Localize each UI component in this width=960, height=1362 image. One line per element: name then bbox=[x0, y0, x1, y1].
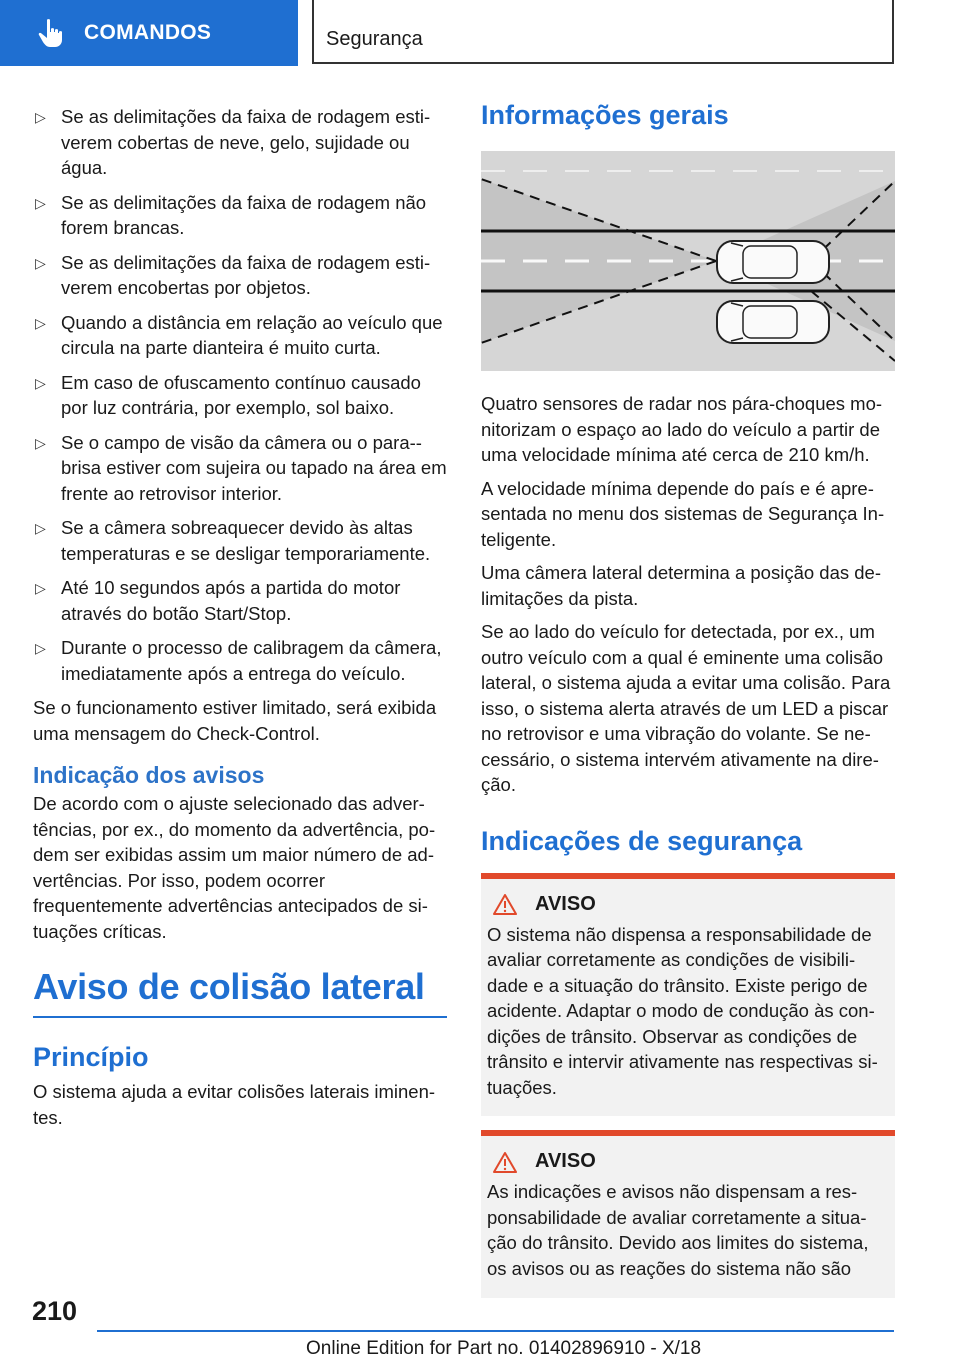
list-item: ▷ Até 10 segundos após a partida do motor através do botão Start/Stop. bbox=[35, 577, 401, 624]
list-item: ▷ Se a câmera sobreaquecer devido às altas temperaturas e se desligar temporariamente. bbox=[35, 517, 431, 564]
limitation-list bbox=[33, 104, 447, 686]
list-item: ▷ Se o campo de visão da câmera ou o para-brisa estiver com sujeira ou tapado na área em frente ao retrovisor interior. bbox=[35, 431, 447, 504]
chapter-tab-label: COMANDOS bbox=[84, 21, 212, 44]
warning-text: As indicações e avisos não dispensam a responsabilidade de avaliar corretamente a situação do trânsito. Devido aos limites do sistema, os avisos ou as reações do sistema não são bbox=[487, 1181, 869, 1279]
bullet-triangle-icon: ▷ bbox=[35, 580, 46, 596]
list-item: ▷ Se as delimitações da faixa de rodagem estiverem encobertas por objetos. bbox=[35, 251, 431, 298]
radar-illustration bbox=[481, 151, 895, 371]
warning-title: AVISO bbox=[535, 1150, 596, 1172]
hand-pointer-icon bbox=[38, 18, 64, 48]
section-title: Segurança bbox=[326, 28, 423, 50]
warning-triangle-icon bbox=[493, 893, 517, 915]
warnings-heading: Indicação dos avisos bbox=[33, 762, 265, 788]
bullet-triangle-icon: ▷ bbox=[35, 109, 46, 125]
bullet-triangle-icon: ▷ bbox=[35, 434, 46, 451]
warning-title: AVISO bbox=[535, 892, 596, 915]
list-item: ▷ Quando a distância em relação ao veículo que circula na parte dianteira é muito curta. bbox=[35, 311, 443, 358]
chapter-title: Aviso de colisão lateral bbox=[33, 966, 447, 1018]
section-header bbox=[312, 0, 894, 64]
list-item: ▷ Durante o processo de calibragem da câmera, imediatamente após a entrega do veículo. bbox=[35, 637, 442, 684]
principle-text: O sistema ajuda a evitar colisões laterais iminentes. bbox=[33, 1081, 436, 1128]
principle-heading: Princípio bbox=[33, 1042, 149, 1072]
vehicle-top-view bbox=[717, 301, 829, 343]
bullet-triangle-icon: ▷ bbox=[35, 640, 46, 656]
radar-illustration-svg bbox=[481, 151, 895, 371]
list-item: ▷ Se as delimitações da faixa de rodagem não forem brancas. bbox=[35, 191, 427, 238]
list-item: ▷ Se as delimitações da faixa de rodagem estiverem cobertas de neve, gelo, sujidade ou água. bbox=[35, 106, 431, 178]
bullet-triangle-icon: ▷ bbox=[35, 374, 46, 391]
bullet-triangle-icon: ▷ bbox=[35, 520, 46, 536]
bullet-triangle-icon: ▷ bbox=[35, 194, 46, 211]
warnings-text: De acordo com o ajuste selecionado das advertências, por ex., do momento da advertência, podem ser exibidas assim um maior número de advertências. Por isso, podem ocorrer frequentemente advertências antecipados de situações críticas. bbox=[33, 793, 436, 942]
camera-paragraph: Uma câmera lateral determina a posição das delimitações da pista. bbox=[481, 562, 882, 609]
right-column bbox=[481, 100, 895, 1310]
limited-function-text: Se o funcionamento estiver limitado, será exibida uma mensagem do Check-Control. bbox=[33, 697, 437, 744]
edition-text: Online Edition for Part no. 01402896910 - X/18 bbox=[306, 1338, 702, 1359]
warning-box bbox=[481, 1130, 895, 1298]
general-info-heading: Informações gerais bbox=[481, 100, 729, 130]
vehicle-top-view bbox=[717, 241, 829, 283]
collision-paragraph: Se ao lado do veículo for detectada, por ex., um outro veículo com a qual é eminente uma colisão lateral, o sistema ajuda a evitar uma colisão. Para isso, o sistema alerta através de um LED a piscar no retrovisor e uma vibração do volante. Se necessário, o sistema intervém ativamente na direção. bbox=[481, 621, 891, 795]
bullet-triangle-icon: ▷ bbox=[35, 314, 46, 331]
left-column bbox=[33, 104, 447, 1138]
radar-paragraph: Quatro sensores de radar nos pára-choques monitorizam o espaço ao lado do veículo a partir de uma velocidade mínima até cerca de 210 km/h. bbox=[481, 393, 883, 465]
list-item: ▷ Em caso de ofuscamento contínuo causado por luz contrária, por exemplo, sol baixo. bbox=[35, 371, 421, 418]
warning-text: O sistema não dispensa a responsabilidade de avaliar corretamente as condições de visibilidade e a situação do trânsito. Existe perigo de acidente. Adaptar o modo de condução às condições de trânsito. Observar as condições de trânsito e intervir ativamente nas respectivas situações. bbox=[487, 923, 878, 1098]
safety-heading: Indicações de segurança bbox=[481, 825, 803, 856]
bullet-triangle-icon: ▷ bbox=[35, 254, 46, 271]
warning-box bbox=[481, 873, 895, 1117]
speed-paragraph: A velocidade mínima depende do país e é apresentada no menu dos sistemas de Segurança Inteligente. bbox=[481, 477, 885, 550]
warning-triangle-icon bbox=[493, 1151, 517, 1173]
chapter-tab[interactable] bbox=[0, 0, 298, 66]
footer-divider bbox=[97, 1330, 894, 1332]
page-number: 210 bbox=[32, 1296, 78, 1326]
